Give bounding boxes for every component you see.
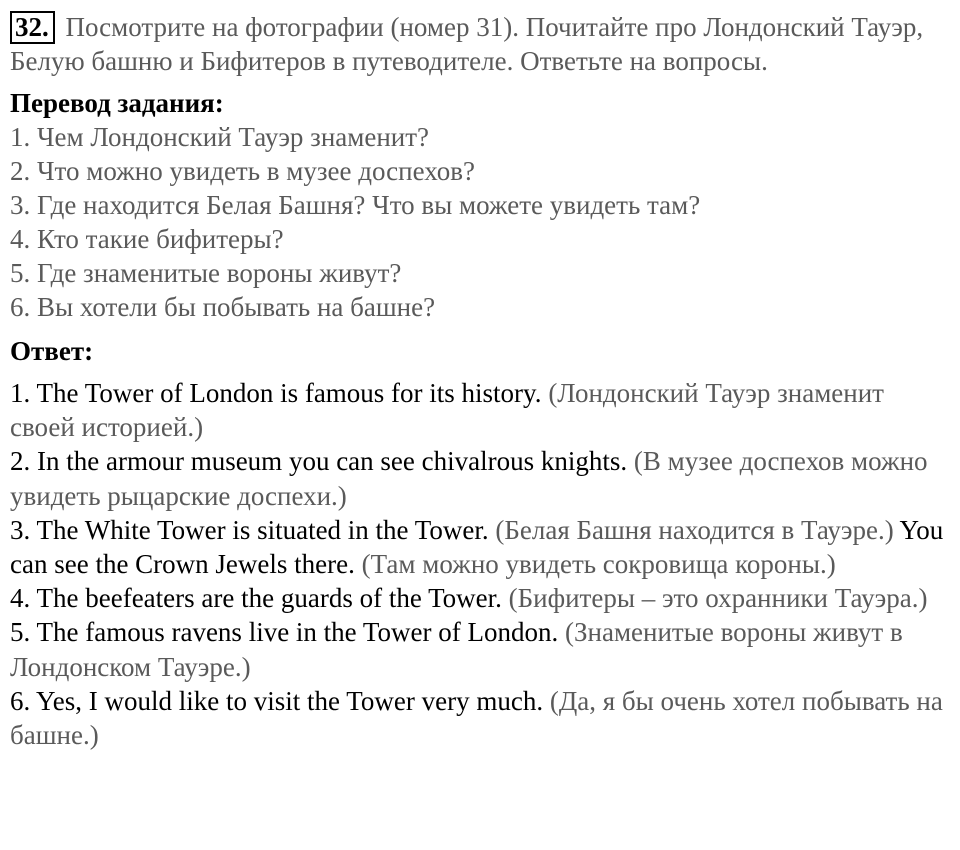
answer-item [10,581,960,615]
answer-russian: (Там можно увидеть сокровища короны.) [361,549,836,580]
answer-list [10,376,960,752]
answer-heading: Ответ: [10,336,94,366]
translation-item: 4. Кто такие бифитеры? [10,224,284,254]
answer-russian: (Белая Башня находится в Тауэре.) [495,514,894,545]
translation-item: 1. Чем Лондонский Тауэр знаменит? [10,122,430,152]
answer-english: 2. In the armour museum you can see chivalrous knights. [10,446,628,477]
answer-russian: (В музее доспехов можно увидеть рыцарские доспехи.) [10,446,928,511]
translation-item: 3. Где находится Белая Башня? Что вы можете увидеть там? [10,190,701,220]
answer-english: 3. The White Tower is situated in the Tower. [10,514,489,545]
answer-russian: (Бифитеры – это охранники Тауэра.) [508,583,928,614]
answer-english: 4. The beefeaters are the guards of the Tower. [10,583,502,614]
task-text: Посмотрите на фотографии (номер 31). Почитайте про Лондонский Тауэр, Белую башню и Бифитеров в путеводителе. Ответьте на вопросы. [10,12,924,76]
answer-english: 6. Yes, I would like to visit the Tower very much. [10,685,544,716]
answer-russian: (Знаменитые вороны живут в Лондонском Тауэре.) [10,617,903,682]
answer-russian: (Лондонский Тауэр знаменит своей историей.) [10,378,884,443]
answer-english: 1. The Tower of London is famous for its history. [10,378,542,408]
task-number: 32. [10,11,55,44]
translation-list [10,120,960,324]
translation-item: 2. Что можно увидеть в музее доспехов? [10,156,475,186]
answer-russian: (Да, я бы очень хотел побывать на башне.) [10,685,943,751]
answer-item [10,615,960,683]
answer-english: 5. The famous ravens live in the Tower of London. [10,617,559,648]
translation-heading: Перевод задания: [10,88,224,118]
answer-item [10,376,960,444]
answer-item [10,684,960,752]
task-statement [10,10,960,78]
answer-item [10,444,960,512]
translation-item: 6. Вы хотели бы побывать на башне? [10,292,436,322]
answer-item [10,513,960,581]
translation-item: 5. Где знаменитые вороны живут? [10,258,402,288]
answer-english: You can see the Crown Jewels there. [10,514,944,580]
